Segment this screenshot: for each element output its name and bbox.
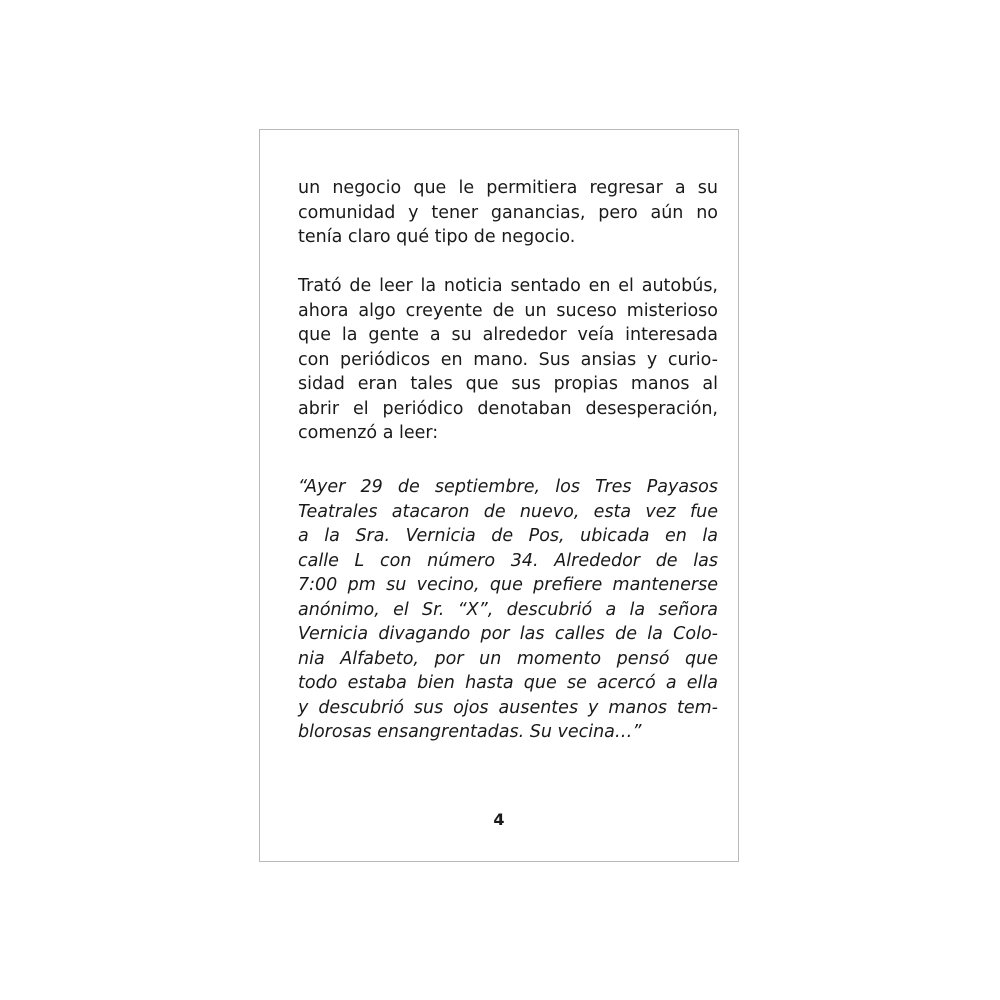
quote-line: a la Sra. Vernicia de Pos, ubicada en la (298, 526, 718, 546)
text-line: ahora algo creyente de un suceso misterioso (298, 300, 718, 321)
newspaper-quote (298, 475, 718, 745)
book-page (259, 129, 739, 862)
text-line: abrir el periódico denotaban desesperación, (298, 398, 718, 419)
text-line: Trató de leer la noticia sentado en el autobús, (298, 276, 718, 296)
text-line: con periódicos en mano. Sus ansias y curio- (298, 349, 718, 370)
quote-line: nia Alfabeto, por un momento pensó que (298, 648, 718, 669)
quote-line: calle L con número 34. Alrededor de las (298, 550, 718, 571)
text-line: que la gente a su alrededor veía interesada (298, 325, 718, 345)
text-line: tenía claro qué tipo de negocio. (298, 227, 576, 247)
paragraph-1 (298, 176, 718, 250)
quote-line: 7:00 pm su vecino, que prefiere mantenerse (298, 575, 718, 595)
quote-line: Vernicia divagando por las calles de la Colo- (298, 624, 718, 644)
quote-line: “Ayer 29 de septiembre, los Tres Payasos (298, 477, 718, 497)
quote-line: y descubrió sus ojos ausentes y manos tem- (298, 697, 718, 718)
page-number: 4 (493, 810, 505, 829)
quote-line: Teatrales atacaron de nuevo, esta vez fue (298, 501, 718, 522)
text-line: comunidad y tener ganancias, pero aún no (298, 202, 718, 223)
quote-line: blorosas ensangrentadas. Su vecina…” (298, 722, 642, 742)
text-line: un negocio que le permitiera regresar a su (298, 178, 718, 198)
quote-line: todo estaba bien hasta que se acercó a ella (298, 673, 718, 693)
text-line: comenzó a leer: (298, 423, 439, 443)
quote-line: anónimo, el Sr. “X”, descubrió a la señora (298, 599, 718, 620)
paragraph-2 (298, 274, 718, 446)
text-line: sidad eran tales que sus propias manos al (298, 374, 718, 394)
